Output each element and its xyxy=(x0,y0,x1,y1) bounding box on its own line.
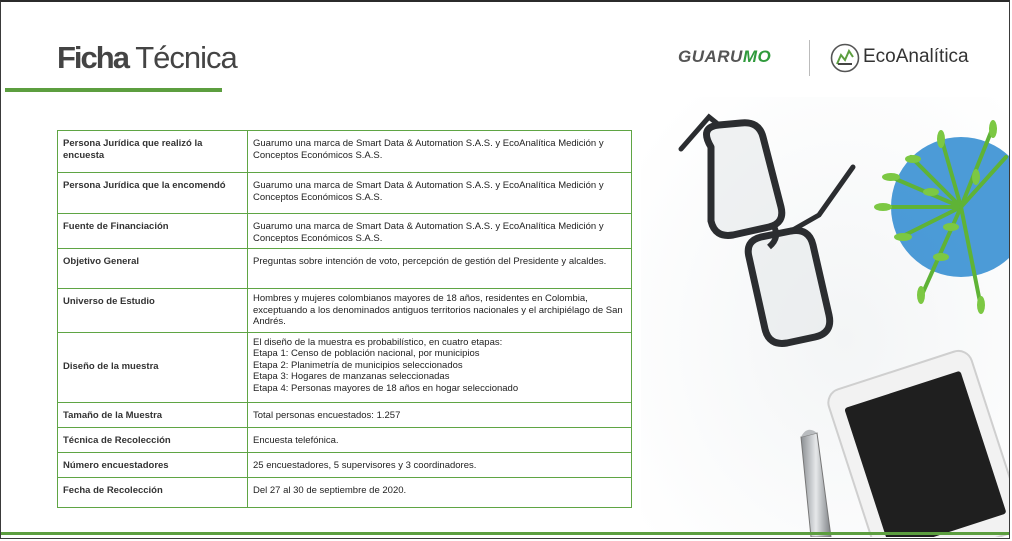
title-light: Técnica xyxy=(135,40,237,75)
row-label: Fecha de Recolección xyxy=(58,477,248,507)
guarumo-logo: GUARUMO xyxy=(678,47,772,66)
table-row xyxy=(58,249,632,289)
row-label: Diseño de la muestra xyxy=(58,332,248,402)
row-value: Preguntas sobre intención de voto, percepción de gestión del Presidente y alcaldes. xyxy=(248,249,632,289)
page-title xyxy=(57,40,237,76)
row-label: Universo de Estudio xyxy=(58,289,248,333)
row-label: Fuente de Financiación xyxy=(58,214,248,249)
row-value: Del 27 al 30 de septiembre de 2020. xyxy=(248,477,632,507)
row-value: Guarumo una marca de Smart Data & Automation S.A.S. y EcoAnalítica Medición y Conceptos Económicos S.A.S. xyxy=(248,173,632,214)
technical-sheet-table xyxy=(57,130,632,508)
row-label: Objetivo General xyxy=(58,249,248,289)
table-row xyxy=(58,214,632,249)
table-row xyxy=(58,402,632,427)
logo-divider xyxy=(809,40,810,76)
title-underline xyxy=(5,88,222,92)
row-label: Número encuestadores xyxy=(58,452,248,477)
table-row xyxy=(58,332,632,402)
bottom-rule xyxy=(1,532,1010,535)
row-value: El diseño de la muestra es probabilístico, en cuatro etapas: Etapa 1: Censo de población nacional, por municipios Etapa 2: Planimetría de municipios seleccionados Etapa 3: Hogares de manzanas seleccionadas Etapa 4: Personas mayores de 18 años en hogar seleccionado xyxy=(248,332,632,402)
row-label: Persona Jurídica que realizó la encuesta xyxy=(58,131,248,173)
desk-photo xyxy=(641,97,1010,537)
row-value: 25 encuestadores, 5 supervisores y 3 coordinadores. xyxy=(248,452,632,477)
row-label: Tamaño de la Muestra xyxy=(58,402,248,427)
row-value: Hombres y mujeres colombianos mayores de 18 años, residentes en Colombia, exceptuando a los denominados antiguos territorios nacionales y el archipiélago de San Andrés. xyxy=(248,289,632,333)
table-row xyxy=(58,452,632,477)
table-row xyxy=(58,289,632,333)
ecoanalitica-logo-text: EcoAnalítica xyxy=(863,46,969,67)
table-row xyxy=(58,131,632,173)
table-row xyxy=(58,173,632,214)
row-value: Encuesta telefónica. xyxy=(248,427,632,452)
row-label: Técnica de Recolección xyxy=(58,427,248,452)
table-row xyxy=(58,427,632,452)
ecoanalitica-logo-icon xyxy=(830,43,860,73)
row-value: Total personas encuestados: 1.257 xyxy=(248,402,632,427)
row-value: Guarumo una marca de Smart Data & Automation S.A.S. y EcoAnalítica Medición y Conceptos Económicos S.A.S. xyxy=(248,214,632,249)
table-row xyxy=(58,477,632,507)
title-bold: Ficha xyxy=(57,40,128,75)
row-label: Persona Jurídica que la encomendó xyxy=(58,173,248,214)
row-value: Guarumo una marca de Smart Data & Automation S.A.S. y EcoAnalítica Medición y Conceptos Económicos S.A.S. xyxy=(248,131,632,173)
